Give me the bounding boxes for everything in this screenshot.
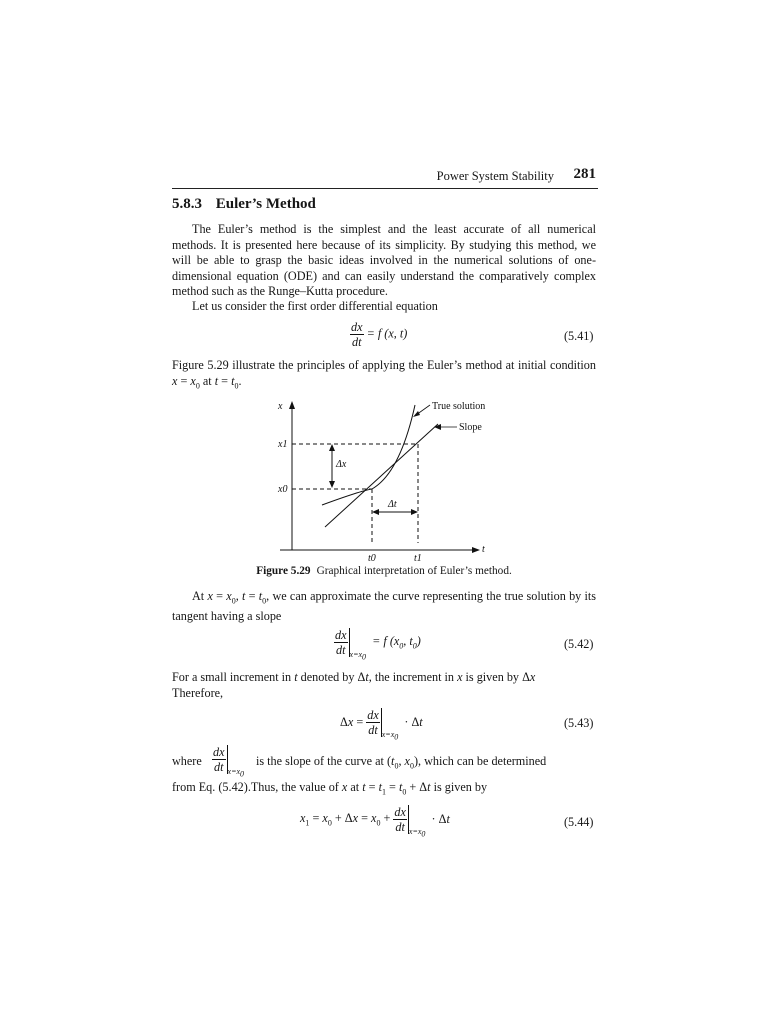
section-number: 5.8.3 [172,196,202,212]
equation-number: (5.41) [564,329,594,343]
x1-label: x1 [278,439,288,450]
running-title: Power System Stability [436,169,554,183]
from-eq-paragraph: from Eq. (5.42).Thus, the value of x at $t = t_1 = t_0 + \Delta t$ is given by [172,780,488,797]
x-axis-label: x [278,401,283,412]
page-number: 281 [573,166,596,182]
equation-5-42: $\frac{dx}{dt}$ $_{x=x_0}$ = f ($x_0$, $t_0$) [335,628,421,662]
consider-paragraph: Let us consider the first order differential equation [192,299,438,313]
section-heading [172,196,316,213]
equation-5-43: Δx = $\frac{dx}{dt}$ $_{x=x_0}$ · Δt [340,708,423,742]
t1-label: t1 [414,553,422,564]
figure-intro-paragraph: Figure 5.29 illustrate the principles of applying the Euler’s method at initial condition $x = x_0$ at $t = t_0$. [172,358,596,390]
section-title: Euler’s Method [215,196,316,212]
euler-figure [270,395,500,565]
true-solution-label: True solution [432,401,486,412]
equation-number: (5.42) [564,637,594,651]
increment-paragraph: For a small increment in t denoted by Δt, the increment in x is given by Δx Therefore, [172,670,536,700]
figure-caption: Figure 5.29 Graphical interpretation of Euler’s method. [256,565,512,577]
delta-t-label: Δt [388,499,397,510]
equation-5-44: $x_1 = x_0 + \Delta x = x_0$ + $\frac{dx}{dt}$ $_{x=x_0}$ · Δt [300,805,450,839]
true-solution-curve [322,405,415,505]
slope-label: Slope [459,422,482,433]
t0-label: t0 [368,553,376,564]
t-axis-label: t [482,544,485,555]
equation-5-41: $\frac{dx}{dt}$ = f (x, t) [351,320,408,349]
t-axis-arrow [472,547,480,553]
equation-number: (5.43) [564,716,594,730]
intro-paragraph: The Euler’s method is the simplest and the least accurate of all numerical methods. It is presented here because of its simplicity. By studying this method, we will be able to grasp the basic ideas involved in the numerical solutions of one-dimensional equation (ODE) and can easily understand the comparatively complex method such as the Runge–Kutta procedure. [172,222,596,298]
x-axis-arrow [289,401,295,409]
tangent-paragraph: At $x = x_0$, $t = t_0$, we can approximate the curve representing the true solution by its tangent having a slope [172,589,597,623]
running-header [172,168,598,189]
fraction-dx-dt: $\frac{dx}{dt}$ [351,320,363,349]
equation-number: (5.44) [564,815,594,829]
delta-x-label: Δx [336,459,347,470]
x0-label: x0 [278,484,288,495]
